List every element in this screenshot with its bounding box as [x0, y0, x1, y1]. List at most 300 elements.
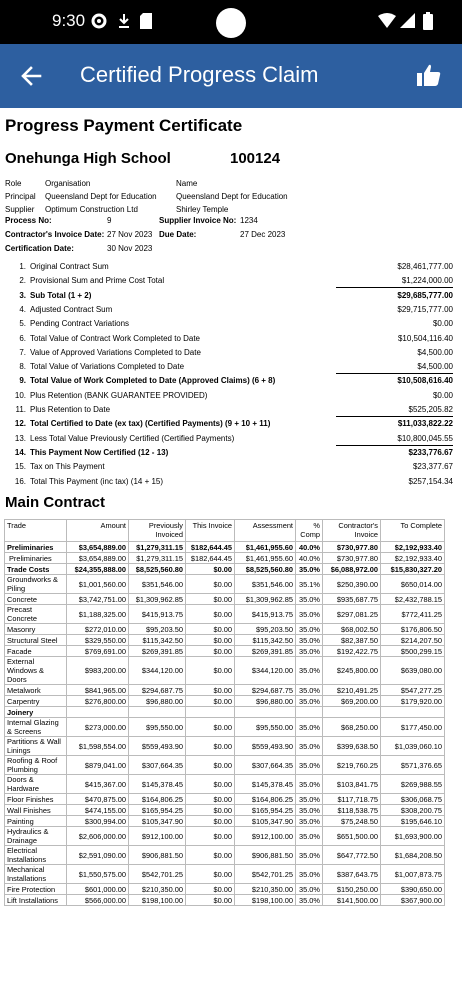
value-cell: $344,120.00 [129, 657, 186, 685]
value-cell: $145,378.45 [235, 775, 296, 794]
value-cell: $542,701.25 [129, 865, 186, 884]
wifi-icon [378, 10, 396, 32]
trade-cell: Internal Glazing & Screens [5, 718, 67, 737]
value-cell: $387,643.75 [323, 865, 381, 884]
value-cell: $0.00 [186, 805, 235, 816]
value-cell: $651,500.00 [323, 827, 381, 846]
value-cell: $95,203.50 [129, 624, 186, 635]
trade-cell: Partitions & Wall Linings [5, 737, 67, 756]
summary-number: 8. [19, 362, 26, 372]
certificate-heading: Progress Payment Certificate [5, 116, 243, 135]
value-cell: 35.0% [296, 827, 323, 846]
trade-cell: Masonry [5, 624, 67, 635]
value-cell: $559,493.90 [235, 737, 296, 756]
value-cell: $95,203.50 [235, 624, 296, 635]
value-cell: 40.0% [296, 553, 323, 564]
value-cell: $647,772.50 [323, 846, 381, 865]
value-cell [186, 707, 235, 718]
value-cell: $250,390.00 [323, 575, 381, 594]
trade-cell: Metalwork [5, 685, 67, 696]
certificate-content[interactable] [0, 108, 462, 1000]
summary-number: 1. [19, 262, 26, 271]
value-cell: 35.0% [296, 816, 323, 827]
value-cell: $150,250.00 [323, 884, 381, 895]
summary-row [0, 360, 462, 374]
value-cell: $1,279,311.15 [129, 542, 186, 553]
summary-label: Value of Approved Variations Completed to Date [30, 347, 201, 357]
value-cell: $571,376.65 [381, 756, 445, 775]
summary-label: Total Value of Work Completed to Date (Approved Claims) (6 + 8) [30, 376, 276, 386]
supplier-name: Shirley Temple [176, 205, 229, 214]
table-row [5, 707, 445, 718]
value-cell: $182,644.45 [186, 542, 235, 553]
value-cell: $1,550,575.00 [67, 865, 129, 884]
value-cell: 35.0% [296, 865, 323, 884]
value-cell: $351,546.00 [129, 575, 186, 594]
value-cell: $399,638.50 [323, 737, 381, 756]
value-cell: $0.00 [186, 657, 235, 685]
value-cell: $3,654,889.00 [67, 542, 129, 553]
certification-date-label: Certification Date: [5, 244, 74, 253]
table-row [5, 865, 445, 884]
supplier-org: Optimum Construction Ltd [45, 205, 138, 214]
value-cell: $730,977.80 [323, 553, 381, 564]
table-row [5, 542, 445, 553]
value-cell: $0.00 [186, 794, 235, 805]
summary-value: $257,154.34 [408, 476, 453, 486]
value-cell: $1,461,955.60 [235, 553, 296, 564]
value-cell: 35.0% [296, 605, 323, 624]
summary-number: 6. [19, 333, 26, 343]
due-date-label: Due Date: [159, 230, 197, 239]
value-cell: $547,277.25 [381, 685, 445, 696]
value-cell: $0.00 [186, 865, 235, 884]
value-cell: $367,900.00 [381, 895, 445, 906]
value-cell: $307,664.35 [235, 756, 296, 775]
summary-label: This Payment Now Certified (12 - 13) [30, 447, 169, 457]
settings-gear-icon [90, 10, 108, 32]
summary-number: 9. [19, 376, 26, 386]
value-cell: $164,806.25 [129, 794, 186, 805]
value-cell: 35.0% [296, 775, 323, 794]
value-cell: 35.0% [296, 657, 323, 685]
value-cell: $210,350.00 [235, 884, 296, 895]
value-cell: $96,880.00 [235, 696, 296, 707]
summary-row [0, 432, 462, 446]
summary-label: Pending Contract Variations [30, 319, 130, 329]
certification-date-value: 30 Nov 2023 [107, 244, 153, 253]
value-cell: $912,100.00 [235, 827, 296, 846]
summary-row [0, 374, 462, 388]
value-cell: $96,880.00 [129, 696, 186, 707]
value-cell: $0.00 [186, 696, 235, 707]
table-row [5, 884, 445, 895]
summary-value: $10,800,045.55 [397, 433, 453, 443]
value-cell: $769,691.00 [67, 646, 129, 657]
table-row [5, 794, 445, 805]
value-cell: $297,081.25 [323, 605, 381, 624]
summary-row [0, 303, 462, 317]
value-cell: 35.0% [296, 718, 323, 737]
table-row [5, 895, 445, 906]
summary-label: Provisional Sum and Prime Cost Total [30, 276, 165, 286]
value-cell: 35.0% [296, 756, 323, 775]
table-header-row [5, 520, 445, 542]
contractor-invoice-date-value: 27 Nov 2023 [107, 230, 153, 239]
trade-cell: Facade [5, 646, 67, 657]
value-cell: $219,760.25 [323, 756, 381, 775]
value-cell: 35.0% [296, 696, 323, 707]
clock: 9:30 [52, 11, 86, 30]
value-cell: $1,007,873.75 [381, 865, 445, 884]
page-title: Certified Progress Claim [80, 62, 319, 87]
summary-number: 12. [14, 419, 26, 429]
value-cell: $1,279,311.15 [129, 553, 186, 564]
value-cell: 35.0% [296, 646, 323, 657]
summary-row [0, 417, 462, 431]
summary-number: 4. [19, 304, 26, 314]
table-row [5, 816, 445, 827]
value-cell: $1,684,208.50 [381, 846, 445, 865]
summary-row [0, 460, 462, 474]
value-cell: $15,830,327.20 [381, 564, 445, 575]
value-cell: $566,000.00 [67, 895, 129, 906]
value-cell: $3,654,889.00 [67, 553, 129, 564]
value-cell: $1,598,554.00 [67, 737, 129, 756]
value-cell: 35.0% [296, 737, 323, 756]
summary-row [0, 332, 462, 346]
value-cell: $117,718.75 [323, 794, 381, 805]
table-row [5, 646, 445, 657]
value-cell: 35.0% [296, 895, 323, 906]
value-cell: $390,650.00 [381, 884, 445, 895]
principal-org: Queensland Dept for Education [45, 192, 157, 201]
table-row [5, 685, 445, 696]
process-no-value: 9 [107, 216, 112, 225]
value-cell: 35.0% [296, 594, 323, 605]
name-header: Name [176, 179, 198, 188]
value-cell: $145,378.45 [129, 775, 186, 794]
value-cell: 35.0% [296, 685, 323, 696]
summary-label: Sub Total (1 + 2) [30, 290, 92, 300]
value-cell: $306,068.75 [381, 794, 445, 805]
value-cell: $273,000.00 [67, 718, 129, 737]
value-cell: $210,491.25 [323, 685, 381, 696]
table-row [5, 624, 445, 635]
trade-cell: Concrete [5, 594, 67, 605]
value-cell: $0.00 [186, 846, 235, 865]
column-header: This Invoice [186, 520, 235, 542]
battery-icon [423, 10, 433, 32]
value-cell: $269,391.85 [129, 646, 186, 657]
value-cell: $0.00 [186, 564, 235, 575]
principal-role: Principal [5, 192, 36, 201]
column-header: Previously Invoiced [129, 520, 186, 542]
trade-cell: Joinery [5, 707, 67, 718]
summary-number: 13. [14, 433, 26, 443]
contractor-invoice-date-label: Contractor's Invoice Date: [5, 230, 105, 239]
value-cell: $269,391.85 [235, 646, 296, 657]
project-name: Onehunga High School [5, 150, 171, 167]
column-header: % Comp [296, 520, 323, 542]
supplier-invoice-label: Supplier Invoice No: [159, 216, 237, 225]
value-cell: $195,646.10 [381, 816, 445, 827]
value-cell: 35.0% [296, 846, 323, 865]
summary-value: $29,715,777.00 [397, 304, 453, 314]
column-header: Assessment [235, 520, 296, 542]
value-cell: $0.00 [186, 605, 235, 624]
table-row [5, 635, 445, 646]
value-cell: $0.00 [186, 737, 235, 756]
value-cell: 35.0% [296, 805, 323, 816]
value-cell: $198,100.00 [235, 895, 296, 906]
value-cell: $415,913.75 [235, 605, 296, 624]
trade-cell: Electrical Installations [5, 846, 67, 865]
trade-cell: Fire Protection [5, 884, 67, 895]
summary-number: 7. [19, 347, 26, 357]
value-cell [235, 707, 296, 718]
summary-value: $28,461,777.00 [397, 262, 453, 271]
value-cell: $182,644.45 [186, 553, 235, 564]
value-cell: $983,200.00 [67, 657, 129, 685]
summary-value: $10,508,616.40 [397, 376, 453, 386]
value-cell: $639,080.00 [381, 657, 445, 685]
value-cell: $164,806.25 [235, 794, 296, 805]
column-header: Amount [67, 520, 129, 542]
summary-row [0, 317, 462, 331]
value-cell: $1,039,060.10 [381, 737, 445, 756]
summary-label: Plus Retention to Date [30, 405, 111, 414]
value-cell: $415,913.75 [129, 605, 186, 624]
role-header: Role [5, 179, 22, 188]
value-cell: $0.00 [186, 718, 235, 737]
summary-row [0, 346, 462, 360]
summary-row [0, 289, 462, 303]
summary-row [0, 260, 462, 274]
value-cell: $0.00 [186, 575, 235, 594]
value-cell: $165,954.25 [129, 805, 186, 816]
table-row [5, 605, 445, 624]
download-icon [117, 10, 131, 32]
value-cell: $68,250.00 [323, 718, 381, 737]
summary-number: 10. [14, 390, 26, 400]
supplier-role: Supplier [5, 205, 35, 214]
value-cell: $294,687.75 [129, 685, 186, 696]
table-row [5, 564, 445, 575]
summary-value: $29,685,777.00 [397, 290, 453, 300]
value-cell: $105,347.90 [129, 816, 186, 827]
summary-label: Plus Retention (BANK GUARANTEE PROVIDED) [30, 390, 208, 400]
supplier-invoice-value: 1234 [240, 216, 258, 225]
value-cell: $2,192,933.40 [381, 542, 445, 553]
table-row [5, 846, 445, 865]
trade-cell: Wall Finishes [5, 805, 67, 816]
value-cell: $272,010.00 [67, 624, 129, 635]
trade-cell: Precast Concrete [5, 605, 67, 624]
value-cell: $141,500.00 [323, 895, 381, 906]
trade-cell: Structural Steel [5, 635, 67, 646]
summary-label: Tax on This Payment [30, 462, 105, 472]
camera-cutout [216, 8, 246, 38]
trade-cell: Groundworks & Piling [5, 575, 67, 594]
value-cell: $0.00 [186, 895, 235, 906]
value-cell: $906,881.50 [235, 846, 296, 865]
value-cell: $0.00 [186, 884, 235, 895]
trade-cell: Floor Finishes [5, 794, 67, 805]
value-cell: $1,461,955.60 [235, 542, 296, 553]
trade-cell: Trade Costs [5, 564, 67, 575]
value-cell: $474,155.00 [67, 805, 129, 816]
table-row [5, 553, 445, 564]
summary-value: $233,776.67 [408, 447, 453, 457]
value-cell: $8,525,560.80 [235, 564, 296, 575]
value-cell: $300,994.00 [67, 816, 129, 827]
summary-value: $23,377.67 [412, 462, 453, 472]
process-no-label: Process No: [5, 216, 52, 225]
value-cell: $177,450.00 [381, 718, 445, 737]
table-row [5, 575, 445, 594]
column-header: To Complete [381, 520, 445, 542]
summary-label: Total Value of Contract Work Completed to Date [30, 333, 201, 343]
summary-value: $10,504,116.40 [397, 333, 453, 343]
status-bar [0, 0, 462, 44]
value-cell: 35.0% [296, 624, 323, 635]
value-cell: $1,309,962.85 [129, 594, 186, 605]
table-row [5, 756, 445, 775]
value-cell: $210,350.00 [129, 884, 186, 895]
value-cell: $105,347.90 [235, 816, 296, 827]
value-cell: $0.00 [186, 646, 235, 657]
value-cell: 40.0% [296, 542, 323, 553]
value-cell: $1,188,325.00 [67, 605, 129, 624]
main-contract-table [4, 519, 445, 906]
table-row [5, 696, 445, 707]
trade-cell: Roofing & Roof Plumbing [5, 756, 67, 775]
value-cell: $68,002.50 [323, 624, 381, 635]
summary-label: Adjusted Contract Sum [30, 304, 113, 314]
summary-value: $525,205.82 [408, 405, 453, 414]
summary-label: Total Certified to Date (ex tax) (Certified Payments) (9 + 10 + 11) [30, 419, 271, 429]
summary-row [0, 389, 462, 403]
value-cell: $276,800.00 [67, 696, 129, 707]
table-row [5, 718, 445, 737]
value-cell: $0.00 [186, 635, 235, 646]
org-header: Organisation [45, 179, 91, 188]
summary-value: $4,500.00 [417, 347, 453, 357]
value-cell: $500,299.15 [381, 646, 445, 657]
trade-cell: Hydraulics & Drainage [5, 827, 67, 846]
value-cell: 35.0% [296, 794, 323, 805]
value-cell: $2,432,788.15 [381, 594, 445, 605]
value-cell: $0.00 [186, 594, 235, 605]
value-cell: 35.0% [296, 564, 323, 575]
column-header: Contractor's Invoice [323, 520, 381, 542]
column-header: Trade [5, 520, 67, 542]
summary-value: $4,500.00 [417, 362, 453, 372]
value-cell: $176,806.50 [381, 624, 445, 635]
value-cell: $8,525,560.80 [129, 564, 186, 575]
value-cell: $165,954.25 [235, 805, 296, 816]
trade-cell: External Windows & Doors [5, 657, 67, 685]
value-cell: $307,664.35 [129, 756, 186, 775]
value-cell [381, 707, 445, 718]
sd-card-icon [140, 10, 152, 32]
summary-value: $0.00 [432, 390, 453, 400]
value-cell: $214,207.50 [381, 635, 445, 646]
trade-cell: Carpentry [5, 696, 67, 707]
principal-name: Queensland Dept for Education [176, 192, 288, 201]
summary-number: 15. [14, 462, 26, 472]
value-cell: $103,841.75 [323, 775, 381, 794]
value-cell: $0.00 [186, 624, 235, 635]
value-cell: 35.0% [296, 635, 323, 646]
value-cell: $245,800.00 [323, 657, 381, 685]
table-row [5, 737, 445, 756]
summary-value: $1,224,000.00 [401, 276, 453, 286]
value-cell: $730,977.80 [323, 542, 381, 553]
value-cell: $308,200.75 [381, 805, 445, 816]
summary-number: 3. [19, 290, 26, 300]
summary-number: 2. [19, 276, 26, 286]
value-cell: $912,100.00 [129, 827, 186, 846]
value-cell: $1,001,560.00 [67, 575, 129, 594]
value-cell: $118,538.75 [323, 805, 381, 816]
summary-row [0, 475, 462, 489]
value-cell: $559,493.90 [129, 737, 186, 756]
value-cell: $650,014.00 [381, 575, 445, 594]
signal-icon [400, 10, 416, 32]
value-cell: $906,881.50 [129, 846, 186, 865]
main-contract-heading: Main Contract [5, 494, 106, 511]
value-cell: $601,000.00 [67, 884, 129, 895]
value-cell: $24,355,888.00 [67, 564, 129, 575]
value-cell [129, 707, 186, 718]
value-cell: $0.00 [186, 816, 235, 827]
summary-label: Less Total Value Previously Certified (Certified Payments) [30, 433, 235, 443]
value-cell: $0.00 [186, 756, 235, 775]
summary-row [0, 403, 462, 417]
table-row [5, 775, 445, 794]
claim-number: 100124 [230, 150, 281, 167]
app-bar [0, 44, 462, 108]
value-cell: $2,192,933.40 [381, 553, 445, 564]
summary-row [0, 446, 462, 460]
back-arrow-icon[interactable] [18, 62, 46, 90]
value-cell: $1,309,962.85 [235, 594, 296, 605]
summary-number: 5. [19, 319, 26, 329]
trade-cell: Preliminaries [5, 553, 67, 564]
value-cell: $3,742,751.00 [67, 594, 129, 605]
value-cell: $351,546.00 [235, 575, 296, 594]
summary-label: Total This Payment (inc tax) (14 + 15) [30, 476, 164, 486]
value-cell: $0.00 [186, 775, 235, 794]
value-cell: $0.00 [186, 685, 235, 696]
value-cell: $192,422.75 [323, 646, 381, 657]
value-cell: $879,041.00 [67, 756, 129, 775]
thumbs-up-icon[interactable] [416, 62, 444, 90]
value-cell: $415,367.00 [67, 775, 129, 794]
value-cell: $179,920.00 [381, 696, 445, 707]
table-row [5, 827, 445, 846]
value-cell [67, 707, 129, 718]
value-cell: $75,248.50 [323, 816, 381, 827]
table-row [5, 657, 445, 685]
value-cell [296, 707, 323, 718]
trade-cell: Lift Installations [5, 895, 67, 906]
value-cell: $82,387.50 [323, 635, 381, 646]
value-cell: $935,687.75 [323, 594, 381, 605]
summary-number: 16. [14, 476, 26, 486]
